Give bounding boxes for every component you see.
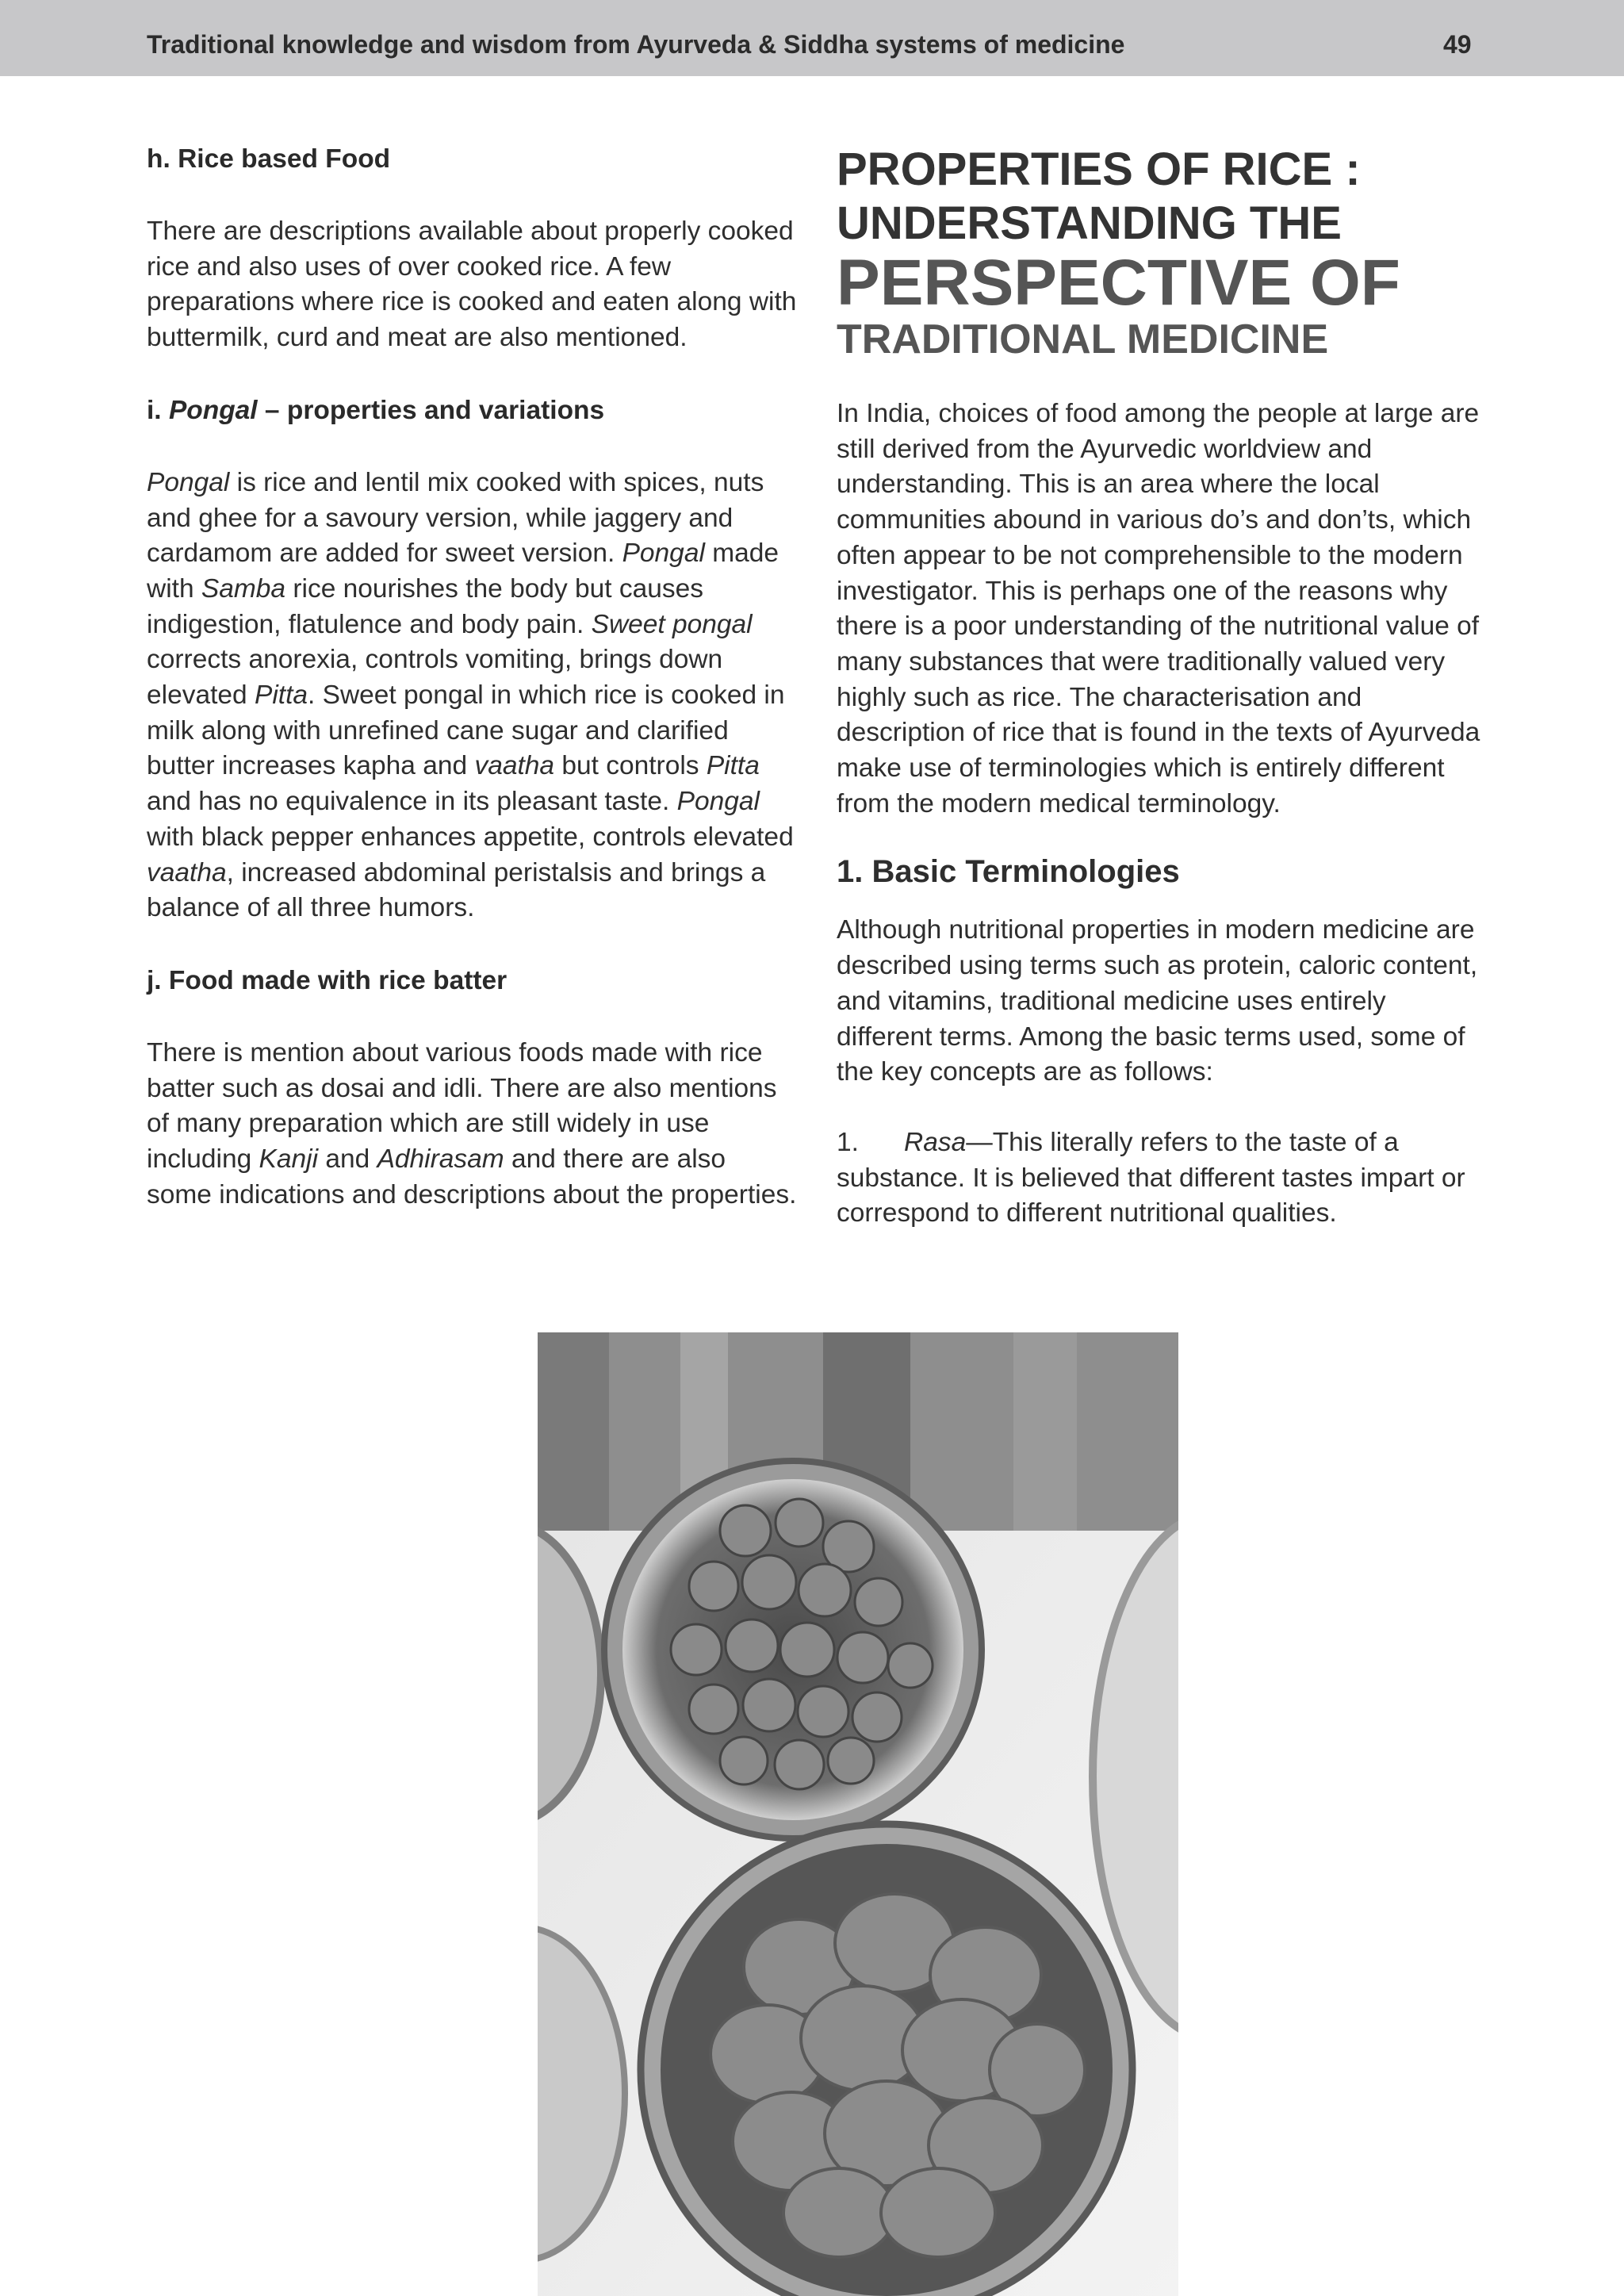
running-header-title: Traditional knowledge and wisdom from Ayurveda & Siddha systems of medicine [147,30,1125,59]
i-text-part: but controls [554,751,707,781]
section-j-text [147,1036,797,1213]
i-text-part: , increased abdominal peristalsis and brings a balance of all three humors. [147,857,766,923]
chapter-title [837,141,1487,363]
i-text-part: corrects anorexia, controls vomiting, brings down elevated [147,645,723,711]
j-text-part: Kanji [259,1144,319,1175]
chapter-title-line-2: UNDERSTANDING THE [837,197,1342,249]
i-text-part: . Sweet pongal in which rice is cooked in milk along with unrefined cane sugar and clarified butter increases kapha and [147,680,785,781]
i-text-part: vaatha [147,857,227,887]
i-text-part: Pitta [706,751,760,781]
section-i-suffix: – properties and variations [257,395,605,425]
chapter-title-line-3: PERSPECTIVE OF [837,247,1400,319]
i-text-part: Pitta [254,680,308,711]
rice-snacks-photo [538,1332,1178,2296]
list-item-text: —This literally refers to the taste of a substance. It is believed that different tastes impart or correspond to different nutritional qualities. [837,1127,1465,1228]
i-text-part: Pongal [622,539,705,569]
i-text-part: Pongal [676,787,760,817]
section-h-heading: h. Rice based Food [147,144,391,174]
basic-terminologies-text: Although nutritional properties in modern medicine are described using terms such as protein, caloric content, and vitamins, traditional medicine uses entirely different terms. Among the basic terms used, some of the key concepts are as follows: [837,915,1478,1087]
i-text-part: is rice and lentil mix cooked with spices, nuts and ghee for a savoury version, while jaggery and cardamom are added for sweet version. [147,467,764,569]
i-text-part: with black pepper enhances appetite, controls elevated [147,822,794,852]
i-text-part: vaatha [474,751,555,781]
i-text-part: Sweet pongal [591,609,753,639]
list-item-number: 1. [837,1127,859,1157]
j-text-part: and there are also some indications and descriptions about the properties. [147,1144,797,1209]
chapter-title-line-1: PROPERTIES OF RICE : [837,144,1361,195]
section-i-prefix: i. [147,395,169,425]
intro-paragraph: In India, choices of food among the people at large are still derived from the Ayurvedic worldview and understanding. This is an area where the local communities abound in various do’s and don’ts, which often appear to be not comprehensible to the modern investigator. This is perhaps one of the reasons why there is a poor understanding of the nutritional value of many substances that were traditionally valued very highly such as rice. The characterisation and description of rice that is found in the texts of Ayurveda make use of terminologies which is entirely different from the modern medical terminology. [837,399,1480,818]
i-text-part: Pongal [147,467,230,497]
i-text-part: and has no equivalence in its pleasant taste. [147,787,677,817]
j-text-part: There is mention about various foods made with rice batter such as dosai and idli. There are also mentions of many preparation which are still widely in use including [147,1037,777,1175]
photo-illustration [538,1332,1178,2296]
chapter-title-line-4: TRADITIONAL MEDICINE [837,316,1329,362]
i-text-part: Samba [201,573,286,604]
section-j-heading: j. Food made with rice batter [147,965,508,995]
section-i-heading [147,393,797,428]
j-text-part: Adhirasam [377,1144,504,1175]
list-item-term: Rasa [904,1127,967,1157]
section-h-text: There are descriptions available about properly cooked rice and also uses of over cooked rice. A few preparations where rice is cooked and eaten along with buttermilk, curd and meat are also mentioned. [147,217,797,353]
list-item-rasa [837,1125,1487,1232]
page-number: 49 [1443,30,1472,59]
section-i-text [147,466,797,926]
j-text-part: and [318,1144,377,1175]
basic-terminologies-heading: 1. Basic Terminologies [837,854,1180,890]
header-bar [0,0,1624,76]
right-column [837,141,1487,1232]
i-text-part: rice nourishes the body but causes indigestion, flatulence and body pain. [147,573,704,639]
left-column [147,141,797,1213]
i-text-part: made with [147,539,779,604]
section-i-term: Pongal [168,395,258,425]
